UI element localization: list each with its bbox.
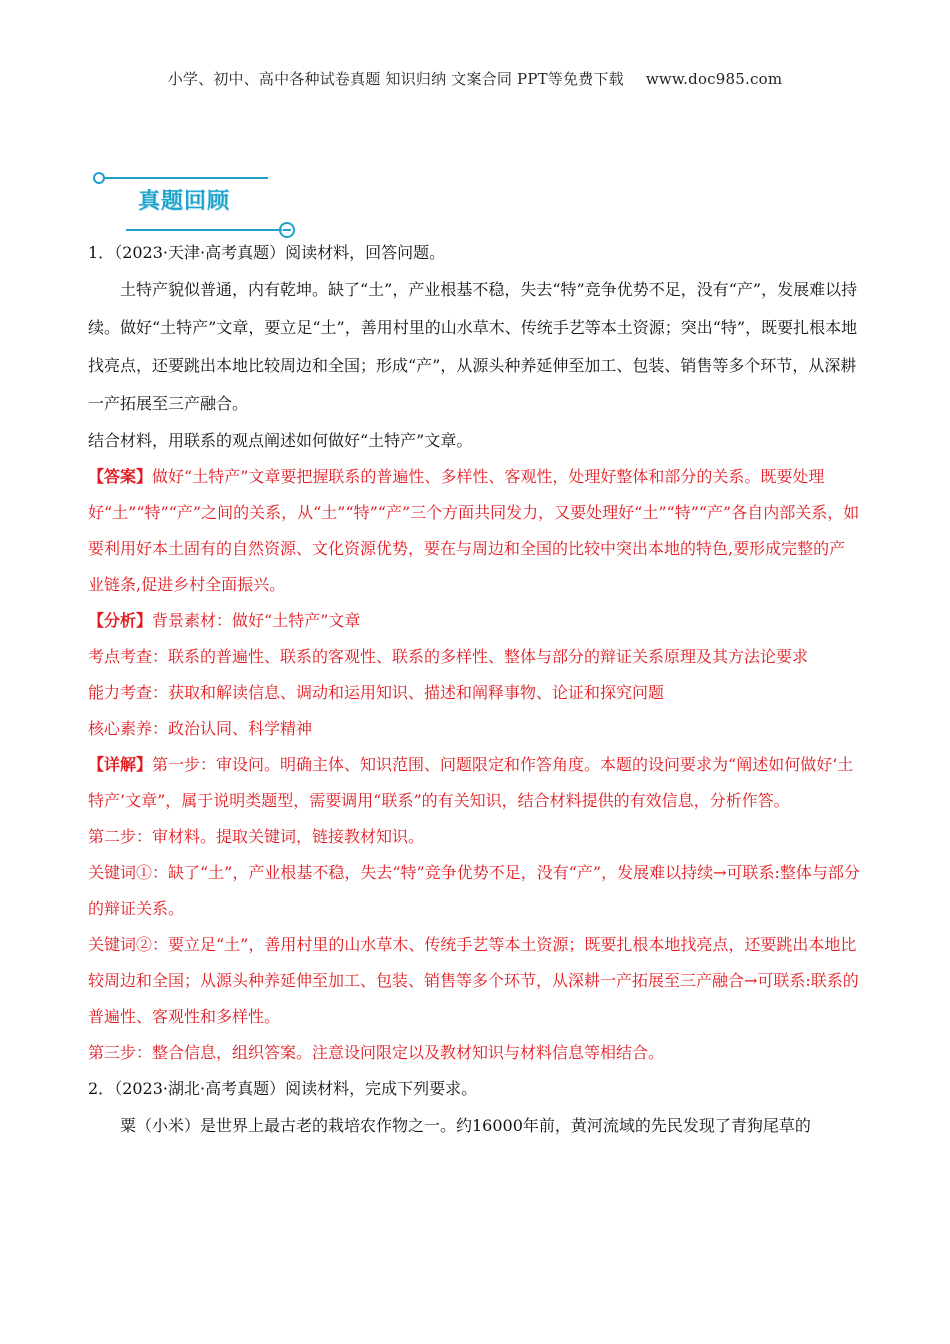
q1-answer <box>88 459 860 603</box>
q1-question: 结合材料，用联系的观点阐述如何做好“土特产”文章。 <box>88 431 473 450</box>
q1-analysis <box>88 603 860 639</box>
page-header <box>0 68 950 89</box>
banner-title: 真题回顾 <box>138 189 231 214</box>
keyword-1: 关键词①：缺了“土”，产业根基不稳，失去“特”竞争优势不足，没有“产”，发展难以持续→可联系:整体与部分的辩证关系。 <box>88 863 860 918</box>
detail-step3: 第三步：整合信息，组织答案。注意设问限定以及教材知识与材料信息等相结合。 <box>88 1043 665 1062</box>
q1-number: 1． <box>88 243 115 262</box>
detail-step1: 第一步：审设问。明确主体、知识范围、问题限定和作答角度。本题的设问要求为“阐述如何做好‘土特产’文章”，属于说明类题型，需要调用“联系”的有关知识，结合材料提供的有效信息，分析作答。 <box>88 755 854 810</box>
q1-material: 土特产貌似普通，内有乾坤。缺了“土”，产业根基不稳，失去“特”竞争优势不足，没有“产”，发展难以持续。做好“土特产”文章，要立足“土”，善用村里的山水草木、传统手艺等本土资源；突出“特”，既要扎根本地找亮点，还要跳出本地比较周边和全国；形成“产”，从源头种养延伸至加工、包装、销售等多个环节，从深耕一产拓展至三产融合。 <box>88 280 858 413</box>
analysis-line: 考点考查：联系的普遍性、联系的客观性、联系的多样性、整体与部分的辩证关系原理及其方法论要求 <box>88 647 809 666</box>
header-text: 小学、初中、高中各种试卷真题 知识归纳 文案合同 PPT等免费下载 <box>167 70 624 88</box>
q2-material: 粟（小米）是世界上最古老的栽培农作物之一。约16000年前，黄河流域的先民发现了青狗尾草的 <box>120 1116 811 1135</box>
q2-prompt: 阅读材料，完成下列要求。 <box>285 1079 478 1098</box>
q1-prompt: 阅读材料，回答问题。 <box>285 243 446 262</box>
analysis-line: 背景素材：做好“土特产”文章 <box>152 611 361 630</box>
section-banner <box>86 152 306 242</box>
detail-tag: 【详解】 <box>88 755 153 774</box>
q2-source: （2023·湖北·高考真题） <box>114 1079 286 1098</box>
keyword-2: 关键词②：要立足“土”，善用村里的山水草木、传统手艺等本土资源；既要扎根本地找亮点，还要跳出本地比较周边和全国；从源头种养延伸至加工、包装、销售等多个环节，从深耕一产拓展至三产融合→可联系:联系的普遍性、客观性和多样性。 <box>88 935 859 1026</box>
q2-heading <box>88 1071 860 1107</box>
q2-number: 2． <box>88 1079 115 1098</box>
analysis-line: 能力考查：获取和解读信息、调动和运用知识、描述和阐释事物、论证和探究问题 <box>88 683 665 702</box>
analysis-line: 核心素养：政治认同、科学精神 <box>88 719 313 738</box>
analysis-tag: 【分析】 <box>88 611 153 630</box>
q1-heading <box>88 235 860 271</box>
header-site: www.doc985.com <box>645 70 783 88</box>
q1-source: （2023·天津·高考真题） <box>114 243 286 262</box>
q1-detail <box>88 747 860 819</box>
main-content <box>88 235 860 1145</box>
detail-step2: 第二步：审材料。提取关键词，链接教材知识。 <box>88 827 425 846</box>
answer-text: 做好“土特产”文章要把握联系的普遍性、多样性、客观性，处理好整体和部分的关系。既要处理好“土”“特”“产”之间的关系，从“土”“特”“产”三个方面共同发力，又要处理好“土”“特”“产”各自内部关系，如要利用好本土固有的自然资源、文化资源优势，要在与周边和全国的比较中突出本地的特色,要形成完整的产业链条,促进乡村全面振兴。 <box>88 467 860 594</box>
answer-tag: 【答案】 <box>88 467 153 486</box>
